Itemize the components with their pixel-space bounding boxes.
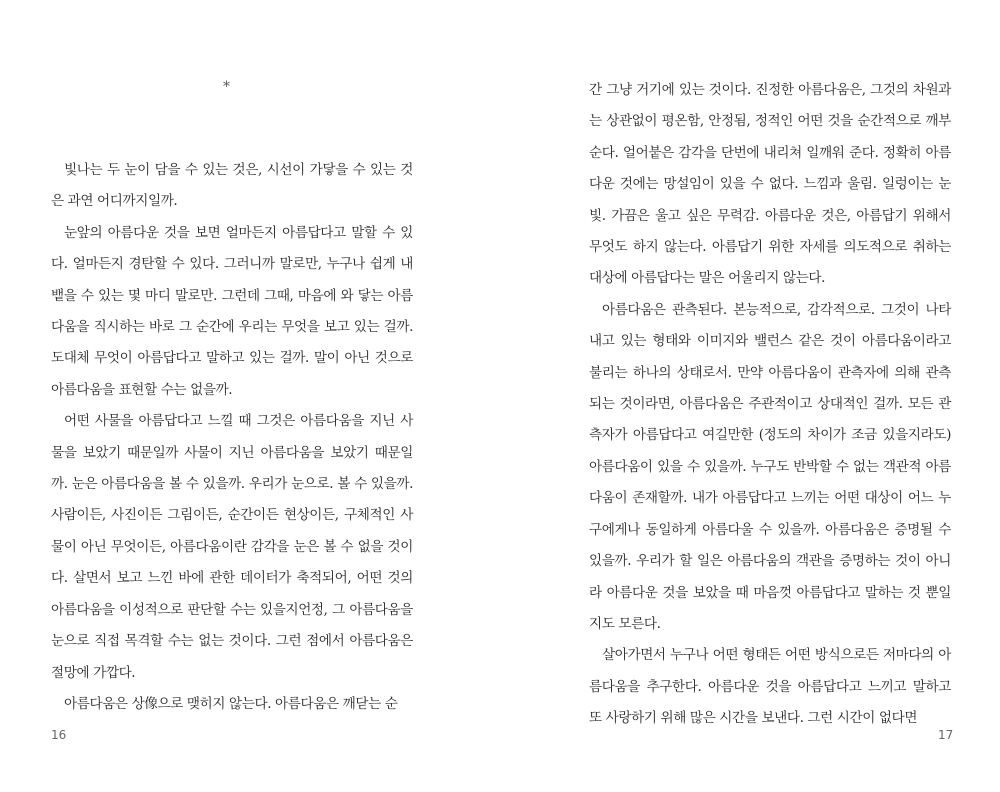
paragraph: 빛나는 두 눈이 담을 수 있는 것은, 시선이 가닿을 수 있는 것은 과연 어디까지일까.: [51, 162, 413, 210]
paragraph: 아름다움은 상像으로 맺히지 않는다. 아름다움은 깨닫는 순: [64, 695, 398, 712]
paragraph: 눈앞의 아름다운 것을 보면 얼마든지 아름답다고 말할 수 있다. 얼마든지 경탄할 수 있다. 그러니까 말로만, 누구나 쉽게 내뱉을 수 있는 몇 마디 말로만. 그런데 그때, 마음에 와 닿는 아름다움을 직시하는 바로 그 순간에 우리는 무엇을 보고 있는 걸까. 도대체 무엇이 아름답다고 말하고 있는 걸까. 말이 아닌 것으로 아름다움을 표현할 수는 없을까.: [51, 224, 413, 398]
right-page-body: [589, 75, 951, 735]
paragraph: 간 그냥 거기에 있는 것이다. 진정한 아름다움은, 그것의 차원과는 상관없이 평온함, 안정됨, 정적인 어떤 것을 순간적으로 깨부순다. 얼어붙은 감각을 단번에 내리쳐 일깨워 준다. 정확히 아름다운 것에는 망설임이 있을 수 없다. 느낌과 울림. 일렁이는 눈빛. 가끔은 울고 싶은 무력감. 아름다운 것은, 아름답기 위해서 무엇도 하지 않는다. 아름답기 위한 자세를 의도적으로 취하는 대상에 아름답다는 말은 어울리지 않는다.: [589, 82, 951, 287]
right-page: [500, 0, 1000, 792]
page-number: 17: [938, 728, 954, 742]
section-break-asterisk: *: [223, 79, 230, 95]
paragraph: 아름다움은 관측된다. 본능적으로, 감각적으로. 그것이 나타내고 있는 형태와 이미지와 밸런스 같은 것이 아름다움이라고 불리는 하나의 상태로서. 만약 아름다움이 관측자에 의해 관측되는 것이라면, 아름다움은 주관적이고 상대적인 걸까. 모든 관측자가 아름답다고 여길만한 (정도의 차이가 조금 있을지라도) 아름다움이 있을 수 있을까. 누구도 반박할 수 없는 객관적 아름다움이 존재할까. 내가 아름답다고 느끼는 어떤 대상이 어느 누구에게나 동일하게 아름다울 수 있을까. 아름다움은 증명될 수 있을까. 우리가 할 일은 아름다움의 객관을 증명하는 것이 아니라 아름다운 것을 보았을 때 마음껏 아름답다고 말하는 것 뿐일지도 모른다.: [589, 301, 951, 632]
paragraph: 살아가면서 누구나 어떤 형태든 어떤 방식으로든 저마다의 아름다움을 추구한다. 아름다운 것을 아름답다고 느끼고 말하고 또 사랑하기 위해 많은 시간을 보낸다. 그런 시간이 없다면: [589, 647, 951, 727]
left-page-body: [51, 155, 413, 720]
page-number: 16: [51, 728, 67, 742]
paragraph: 어떤 사물을 아름답다고 느낄 때 그것은 아름다움을 지닌 사물을 보았기 때문일까 사물이 지닌 아름다움을 보았기 때문일까. 눈은 아름다움을 볼 수 있을까. 우리가 눈으로. 볼 수 있을까. 사람이든, 사진이든 그림이든, 순간이든 현상이든, 구체적인 사물이 아닌 무엇이든, 아름다움이란 감각을 눈은 볼 수 없을 것이다. 살면서 보고 느낀 바에 관한 데이터가 축적되어, 어떤 것의 아름다움을 이성적으로 판단할 수는 있을지언정, 그 아름다움을 눈으로 직접 목격할 수는 없는 것이다. 그런 점에서 아름다움은 절망에 가깝다.: [51, 413, 413, 681]
